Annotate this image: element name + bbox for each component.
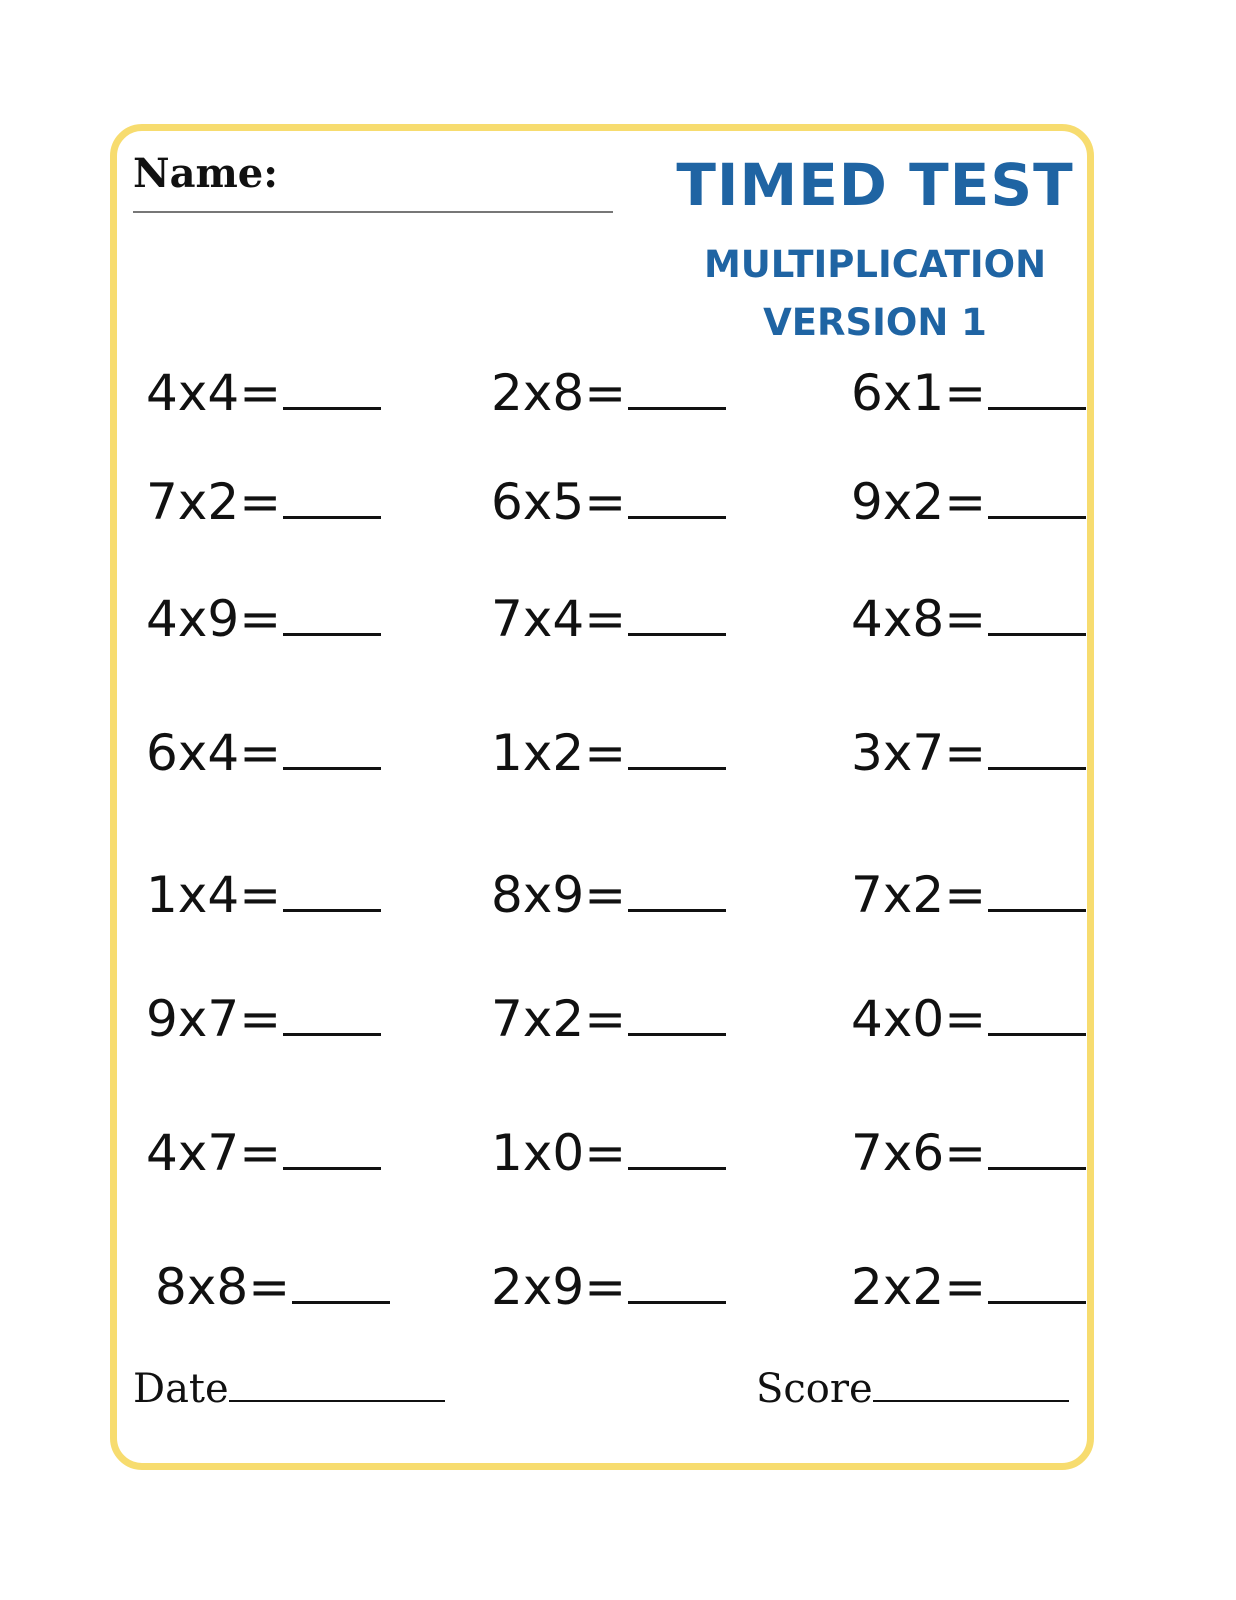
answer-blank[interactable] xyxy=(628,767,726,770)
answer-blank[interactable] xyxy=(988,1301,1086,1304)
name-label: Name: xyxy=(133,150,279,197)
problem-item[interactable] xyxy=(491,473,726,531)
problem-text: 4x9= xyxy=(146,590,282,648)
answer-blank[interactable] xyxy=(283,1167,381,1170)
score-field[interactable] xyxy=(756,1366,1069,1412)
problem-item[interactable] xyxy=(155,1258,390,1316)
answer-blank[interactable] xyxy=(988,516,1086,519)
problem-text: 6x5= xyxy=(491,473,627,531)
problem-text: 4x0= xyxy=(851,990,987,1048)
problem-item[interactable] xyxy=(491,1124,726,1182)
answer-blank[interactable] xyxy=(628,516,726,519)
problem-text: 7x6= xyxy=(851,1124,987,1182)
problem-text: 6x1= xyxy=(851,364,987,422)
problem-item[interactable] xyxy=(146,1124,381,1182)
problem-item[interactable] xyxy=(851,866,1086,924)
problem-item[interactable] xyxy=(851,364,1086,422)
date-field[interactable] xyxy=(133,1366,445,1412)
problem-text: 3x7= xyxy=(851,724,987,782)
problem-item[interactable] xyxy=(146,364,381,422)
problem-item[interactable] xyxy=(491,364,726,422)
problem-item[interactable] xyxy=(491,1258,726,1316)
problem-item[interactable] xyxy=(851,1124,1086,1182)
answer-blank[interactable] xyxy=(283,767,381,770)
problem-text: 4x8= xyxy=(851,590,987,648)
problem-text: 7x2= xyxy=(146,473,282,531)
answer-blank[interactable] xyxy=(988,407,1086,410)
problem-text: 1x4= xyxy=(146,866,282,924)
problem-text: 2x8= xyxy=(491,364,627,422)
answer-blank[interactable] xyxy=(283,909,381,912)
score-line[interactable] xyxy=(873,1400,1069,1402)
answer-blank[interactable] xyxy=(988,767,1086,770)
answer-blank[interactable] xyxy=(628,1301,726,1304)
date-label: Date xyxy=(133,1366,229,1412)
page-subtitle: MULTIPLICATION xyxy=(703,243,1047,286)
problem-item[interactable] xyxy=(146,724,381,782)
answer-blank[interactable] xyxy=(628,1033,726,1036)
problem-text: 9x2= xyxy=(851,473,987,531)
answer-blank[interactable] xyxy=(283,407,381,410)
problem-text: 7x2= xyxy=(851,866,987,924)
problem-text: 1x0= xyxy=(491,1124,627,1182)
problem-text: 7x4= xyxy=(491,590,627,648)
answer-blank[interactable] xyxy=(988,909,1086,912)
answer-blank[interactable] xyxy=(283,1033,381,1036)
answer-blank[interactable] xyxy=(988,1033,1086,1036)
answer-blank[interactable] xyxy=(283,516,381,519)
problem-item[interactable] xyxy=(851,473,1086,531)
answer-blank[interactable] xyxy=(283,633,381,636)
problem-text: 9x7= xyxy=(146,990,282,1048)
problem-item[interactable] xyxy=(851,724,1086,782)
problem-item[interactable] xyxy=(851,990,1086,1048)
title-block xyxy=(640,150,1110,352)
problem-item[interactable] xyxy=(491,590,726,648)
answer-blank[interactable] xyxy=(292,1301,390,1304)
problem-item[interactable] xyxy=(851,1258,1086,1316)
problem-text: 4x7= xyxy=(146,1124,282,1182)
answer-blank[interactable] xyxy=(628,1167,726,1170)
problem-item[interactable] xyxy=(146,590,381,648)
problem-text: 8x8= xyxy=(155,1258,291,1316)
problem-text: 2x9= xyxy=(491,1258,627,1316)
problem-text: 2x2= xyxy=(851,1258,987,1316)
problem-item[interactable] xyxy=(146,990,381,1048)
problem-item[interactable] xyxy=(146,473,381,531)
score-label: Score xyxy=(756,1366,873,1412)
problem-item[interactable] xyxy=(491,990,726,1048)
problem-text: 4x4= xyxy=(146,364,282,422)
answer-blank[interactable] xyxy=(988,1167,1086,1170)
problem-text: 7x2= xyxy=(491,990,627,1048)
page-title: TIMED TEST xyxy=(676,151,1074,219)
problem-text: 8x9= xyxy=(491,866,627,924)
problem-item[interactable] xyxy=(491,724,726,782)
problem-item[interactable] xyxy=(491,866,726,924)
version-label: VERSION 1 xyxy=(763,301,987,344)
answer-blank[interactable] xyxy=(988,633,1086,636)
problem-text: 6x4= xyxy=(146,724,282,782)
answer-blank[interactable] xyxy=(628,909,726,912)
problem-text: 1x2= xyxy=(491,724,627,782)
problem-item[interactable] xyxy=(851,590,1086,648)
name-field-line[interactable] xyxy=(133,211,613,213)
problem-item[interactable] xyxy=(146,866,381,924)
answer-blank[interactable] xyxy=(628,407,726,410)
date-line[interactable] xyxy=(229,1400,445,1402)
answer-blank[interactable] xyxy=(628,633,726,636)
